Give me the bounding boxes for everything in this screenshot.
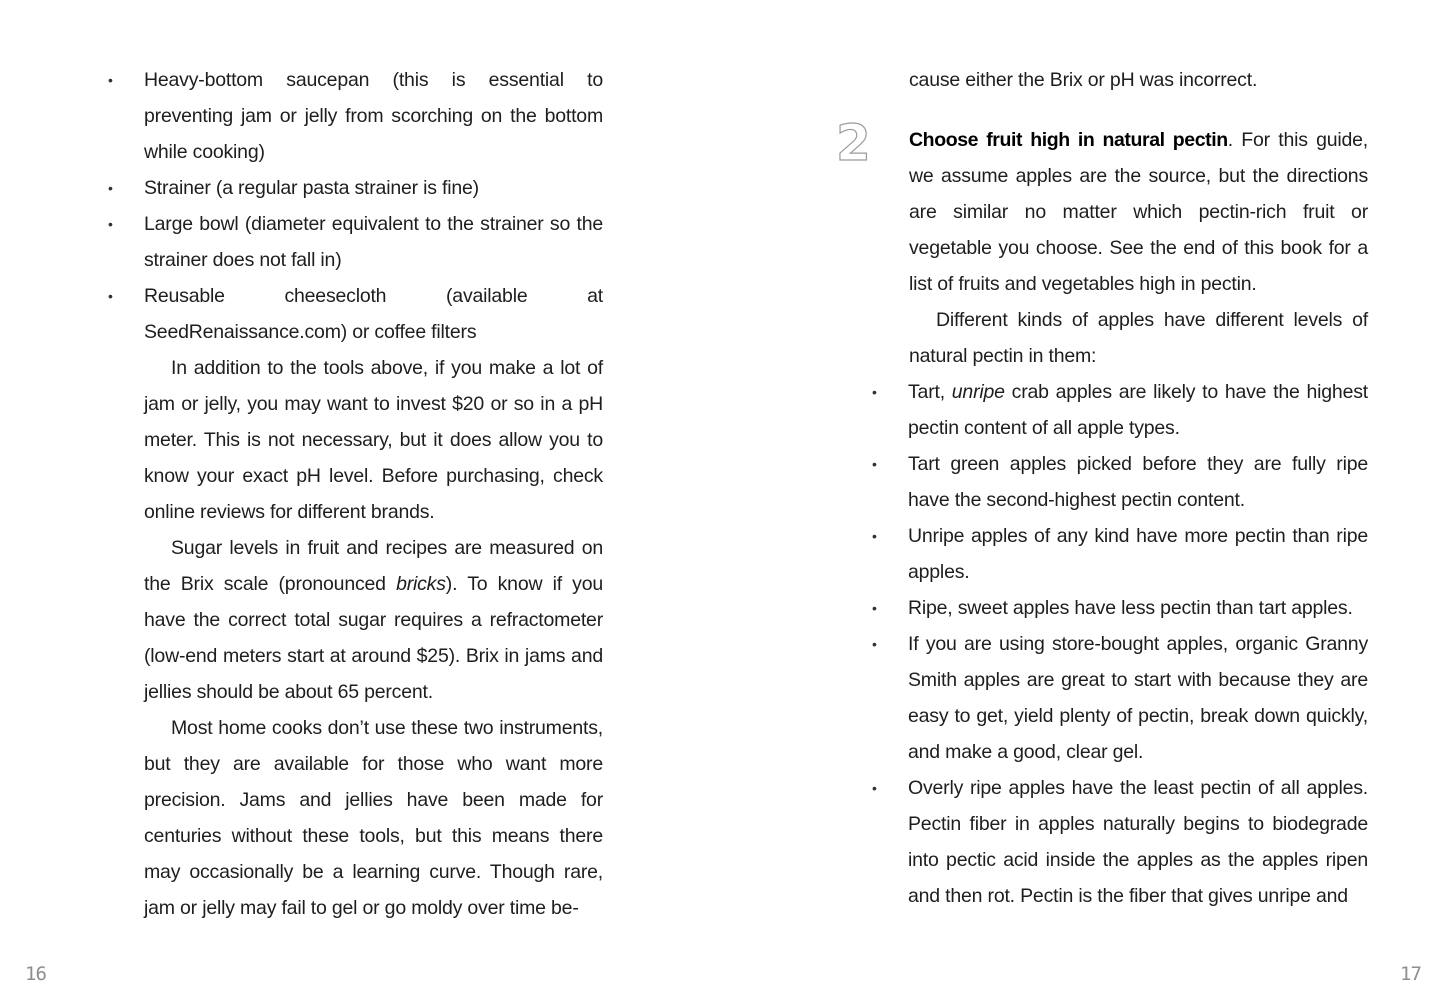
- step-number: 2: [836, 114, 871, 172]
- list-item: • Tart green apples picked before they are fully ripe have the second-highest pectin content.: [872, 446, 1368, 518]
- body-paragraph: Most home cooks don’t use these two instruments, but they are available for those who want more precision. Jams and jellies have been made for centuries without these tools, but this means there may occasionally be a learning curve. Though rare, jam or jelly may fail to gel or go moldy over time be-: [144, 717, 603, 919]
- list-item: • Reusable cheesecloth (available at SeedRenaissance.com) or coffee filters: [108, 278, 603, 350]
- text-run: . For this guide, we assume apples are the source, but the directions are similar no matter which pectin-rich fruit or vegetable you choose. See the end of this book for a list of fruits and vegetables high in pectin.: [909, 129, 1368, 295]
- list-item: • Strainer (a regular pasta strainer is fine): [108, 170, 603, 206]
- list-item: • Overly ripe apples have the least pectin of all apples. Pectin fiber in apples naturally begins to biodegrade into pectic acid inside the apples as the apples ripen and then rot. Pectin is the fiber that gives unripe and: [872, 770, 1368, 914]
- text-run: Tart,: [908, 381, 952, 403]
- body-paragraph: In addition to the tools above, if you make a lot of jam or jelly, you may want to invest $20 or so in a pH meter. This is not necessary, but it does allow you to know your exact pH level. Before purchasing, check online reviews for different brands.: [144, 357, 603, 523]
- text-run: crab apples are likely to have the highest pectin content of all apple types.: [908, 381, 1368, 439]
- list-item: • Heavy-bottom saucepan (this is essential to preventing jam or jelly from scorching on the bottom while cooking): [108, 62, 603, 170]
- page-number-left: 16: [25, 963, 46, 985]
- list-item: • Ripe, sweet apples have less pectin than tart apples.: [872, 590, 1368, 626]
- spacer: [872, 98, 1368, 122]
- body-paragraph: Different kinds of apples have different levels of natural pectin in them:: [909, 309, 1368, 367]
- left-page: [108, 62, 603, 926]
- emphasis-text: unripe: [951, 381, 1005, 403]
- apple-types-list: [872, 374, 1368, 914]
- text-run: Sugar levels in fruit and recipes are measured on the Brix scale (pronounced: [144, 537, 603, 595]
- text-run: ). To know if you have the correct total sugar requires a refractometer (low-end meters start at around $25). Brix in jams and jellies should be about 65 percent.: [144, 573, 604, 703]
- list-item: • If you are using store-bought apples, organic Granny Smith apples are great to start with because they are easy to get, yield plenty of pectin, break down quickly, and make a good, clear gel.: [872, 626, 1368, 770]
- right-page: [872, 62, 1368, 914]
- continued-paragraph: cause either the Brix or pH was incorrect.: [909, 69, 1258, 91]
- tools-list: [108, 62, 603, 350]
- page-number-right: 17: [1400, 963, 1421, 985]
- step-paragraph: [872, 122, 1368, 302]
- list-item: • Unripe apples of any kind have more pectin than ripe apples.: [872, 518, 1368, 590]
- body-paragraph: [108, 530, 603, 710]
- list-item: • Large bowl (diameter equivalent to the strainer so the strainer does not fall in): [108, 206, 603, 278]
- step-title: Choose fruit high in natural pectin: [909, 129, 1228, 151]
- list-item: [872, 374, 1368, 446]
- emphasis-text: bricks: [396, 573, 446, 595]
